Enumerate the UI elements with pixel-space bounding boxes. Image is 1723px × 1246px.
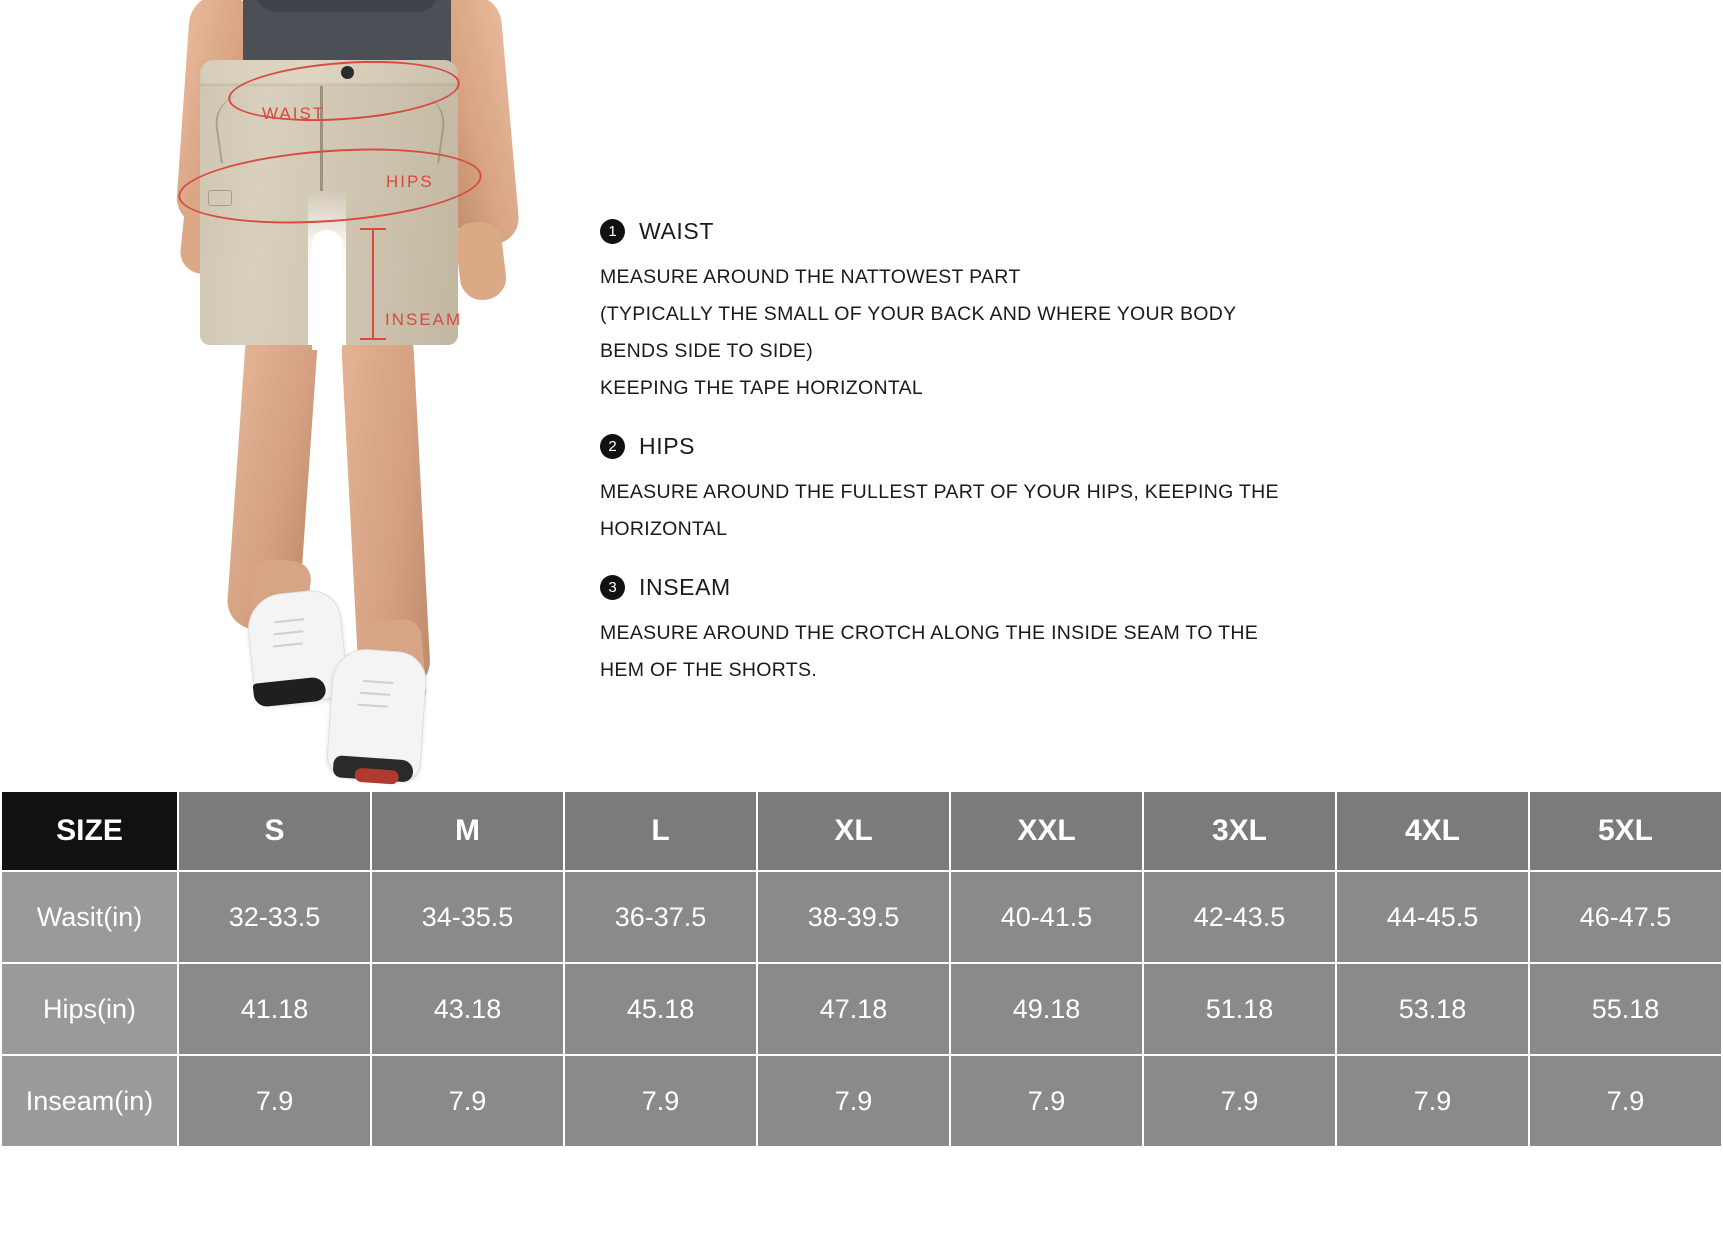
table-cell: 7.9 <box>1529 1055 1722 1147</box>
table-col-header: S <box>178 791 371 871</box>
table-cell: 47.18 <box>757 963 950 1055</box>
instruction-line: KEEPING THE TAPE HORIZONTAL <box>600 377 924 399</box>
table-cell: 42-43.5 <box>1143 871 1336 963</box>
table-cell: 55.18 <box>1529 963 1722 1055</box>
table-row-header: Inseam(in) <box>1 1055 178 1147</box>
instruction-heading <box>600 218 1620 245</box>
step-number-badge: 1 <box>600 219 625 244</box>
instruction-line: MEASURE AROUND THE CROTCH ALONG THE INSIDE SEAM TO THE <box>600 622 1259 644</box>
model-right-shoe <box>326 647 429 781</box>
instruction-title: INSEAM <box>639 574 731 600</box>
table-cell: 7.9 <box>178 1055 371 1147</box>
shoe-lace <box>273 630 303 635</box>
instruction-heading <box>600 574 1620 601</box>
instruction-line: (TYPICALLY THE SMALL OF YOUR BACK AND WHERE YOUR BODY <box>600 303 1237 325</box>
table-cell: 7.9 <box>950 1055 1143 1147</box>
instruction-line: MEASURE AROUND THE FULLEST PART OF YOUR HIPS, KEEPING THE <box>600 481 1279 503</box>
table-row <box>1 871 1722 963</box>
table-cell: 45.18 <box>564 963 757 1055</box>
table-col-header: 4XL <box>1336 791 1529 871</box>
inseam-bottom-tick <box>360 338 386 340</box>
table-cell: 7.9 <box>1143 1055 1336 1147</box>
table-cell: 38-39.5 <box>757 871 950 963</box>
table-col-header: 5XL <box>1529 791 1722 871</box>
instruction-line: BENDS SIDE TO SIDE) <box>600 340 814 362</box>
shorts-leg-gap <box>312 230 342 350</box>
table-cell: 53.18 <box>1336 963 1529 1055</box>
table-row <box>1 963 1722 1055</box>
instruction-block-inseam <box>600 574 1620 689</box>
measurement-instructions <box>600 218 1620 715</box>
inseam-annotation-label: INSEAM <box>385 310 463 329</box>
instruction-line: MEASURE AROUND THE NATTOWEST PART <box>600 266 1021 288</box>
shoe-lace <box>360 692 390 696</box>
step-number-badge: 3 <box>600 575 625 600</box>
table-cell: 34-35.5 <box>371 871 564 963</box>
table-cell: 43.18 <box>371 963 564 1055</box>
table-cell: 46-47.5 <box>1529 871 1722 963</box>
instruction-title: HIPS <box>639 433 696 459</box>
instruction-title: WAIST <box>639 218 714 244</box>
table-col-header: XXL <box>950 791 1143 871</box>
table-cell: 44-45.5 <box>1336 871 1529 963</box>
table-header-row <box>1 791 1722 871</box>
instruction-line: HORIZONTAL <box>600 518 728 540</box>
table-cell: 40-41.5 <box>950 871 1143 963</box>
table-cell: 36-37.5 <box>564 871 757 963</box>
size-chart-table <box>0 790 1723 1148</box>
table-cell: 32-33.5 <box>178 871 371 963</box>
instruction-block-hips <box>600 433 1620 548</box>
table-cell: 7.9 <box>757 1055 950 1147</box>
step-number-badge: 2 <box>600 434 625 459</box>
shoe-lace <box>274 618 304 623</box>
shoe-lace <box>363 680 393 684</box>
table-cell: 7.9 <box>564 1055 757 1147</box>
table-col-header: 3XL <box>1143 791 1336 871</box>
table-cell: 49.18 <box>950 963 1143 1055</box>
inseam-measure-line <box>372 228 374 338</box>
table-col-header: XL <box>757 791 950 871</box>
instruction-heading <box>600 433 1620 460</box>
shoe-lace <box>273 642 303 647</box>
table-col-header: M <box>371 791 564 871</box>
table-cell: 7.9 <box>371 1055 564 1147</box>
table-cell: 7.9 <box>1336 1055 1529 1147</box>
measurement-illustration <box>0 0 580 790</box>
hips-annotation-label: HIPS <box>386 172 434 191</box>
table-row <box>1 1055 1722 1147</box>
table-cell: 51.18 <box>1143 963 1336 1055</box>
instruction-block-waist <box>600 218 1620 407</box>
shoe-lace <box>358 704 388 708</box>
table-col-header: L <box>564 791 757 871</box>
table-cell: 41.18 <box>178 963 371 1055</box>
table-row-header: Wasit(in) <box>1 871 178 963</box>
table-corner-cell: SIZE <box>1 791 178 871</box>
instruction-line: HEM OF THE SHORTS. <box>600 659 818 681</box>
waist-annotation-label: WAIST <box>262 104 326 123</box>
table-row-header: Hips(in) <box>1 963 178 1055</box>
